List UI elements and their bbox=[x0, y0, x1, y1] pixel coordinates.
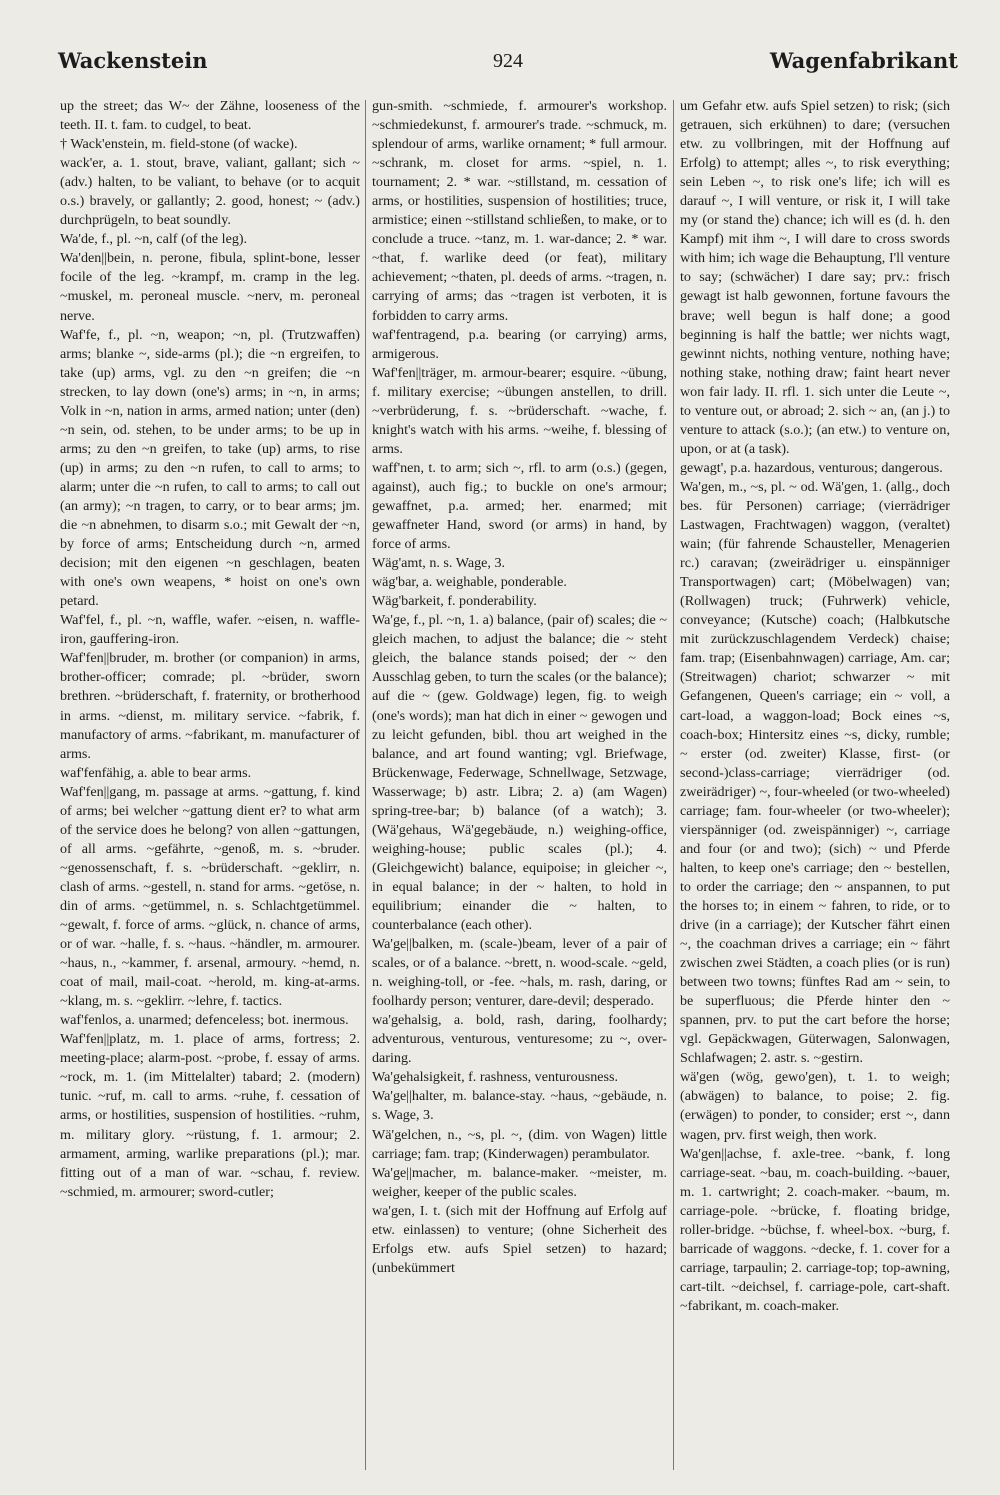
dictionary-entry: Waf'fel, f., pl. ~n, waffle, wafer. ~eisen, n. waffle-iron, gauffering-iron. bbox=[60, 612, 360, 648]
dictionary-entry: Waf'fe, f., pl. ~n, weapon; ~n, pl. (Trutzwaffen) arms; blanke ~, side-arms (pl.); die ~n ergreifen, to take (up) arms, vgl. zu den ~n greifen; die ~n strecken, to lay down (one's) arms; in ~n, in arms; Volk in ~n, nation in arms, armed nation; unter (den) ~n sein, od. stehen, to be under arms; to be up in arms; zu den ~n greifen, to take (up) arms, to rise (up) in arms; zu den ~n rufen, to call to arms; to alarm; unter die ~n rufen, to call to arms; to call out (an army); ~n tragen, to carry, or to bear arms; jm. die ~n abnehmen, to disarm s.o.; mit Gewalt der ~n, by force of arms; Entscheidung durch ~n, armed decision; mit den eigenen ~n geschlagen, beaten with one's own weapens, * hoist on one's own petard. bbox=[60, 326, 360, 610]
dictionary-entry: Waf'fen||gang, m. passage at arms. ~gattung, f. kind of arms; bei welcher ~gattung dient er? to what arm of the service does he belong? von allen ~gattungen, of all arms. ~gefährte, ~genoß, m. s. ~bruder. ~genossenschaft, f. s. ~brüderschaft. ~geklirr, n. clash of arms. ~gestell, n. stand for arms. ~getöse, n. din of arms. ~getümmel, n. s. Schlachtgetümmel. ~gewalt, f. force of arms. ~glück, n. chance of arms, or of war. ~halle, f. s. ~haus. ~händler, m. armourer. ~haus, n., ~kammer, f. arsenal, armoury. ~hemd, n. coat of mail, mail-coat. ~herold, m. king-at-arms. ~klang, m. s. ~geklirr. ~lehre, f. tactics. bbox=[60, 783, 360, 1010]
dictionary-entry: up the street; das W~ der Zähne, looseness of the teeth. II. t. fam. to cudgel, to beat. bbox=[60, 98, 360, 134]
dictionary-entry: Wa'gehalsigkeit, f. rashness, venturousness. bbox=[372, 1069, 619, 1086]
dictionary-entry: Wa'ge||macher, m. balance-maker. ~meister, m. weigher, keeper of the public scales. bbox=[372, 1164, 667, 1200]
dictionary-entry: Wa'de, f., pl. ~n, calf (of the leg). bbox=[60, 231, 248, 248]
dictionary-entry: gun-smith. ~schmiede, f. armourer's workshop. ~schmiedekunst, f. armourer's trade. ~schmuck, m. splendour of arms, warlike ornament; * full armour. ~schrank, m. closet for arms. ~spiel, n. 1. tournament; 2. * war. ~stillstand, m. cessation of arms, or hostilities, suspension of hostilities; truce, armistice; einen ~stillstand schließen, to make, or to conclude a truce. ~tanz, m. 1. war-dance; 2. * war. ~that, f. warlike deed (or feat), military achievement; ~thaten, pl. deeds of arms. ~tragen, n. carrying of arms; das ~tragen ist verboten, it is forbidden to carry arms. bbox=[372, 98, 667, 324]
dictionary-entry: Wäg'amt, n. s. Wage, 3. bbox=[372, 555, 506, 572]
left-guide-word: Wackenstein bbox=[58, 48, 208, 73]
dictionary-entry: Wa'den||bein, n. perone, fibula, splint-bone, lesser focile of the leg. ~krampf, m. cramp in the leg. ~muskel, m. peroneal muscle. ~nerv, m. peroneal nerve. bbox=[60, 250, 360, 324]
dictionary-entry: waf'fenlos, a. unarmed; defenceless; bot. inermous. bbox=[60, 1012, 349, 1029]
dictionary-entry: Waf'fen||bruder, m. brother (or companion) in arms, brother-officer; comrade; pl. ~brüder, sworn brethren. ~brüderschaft, f. fraternity, or brotherhood in arms. ~dienst, m. military service. ~fabrik, f. manufactory of arms. ~fabrikant, m. manufacturer of arms. bbox=[60, 650, 360, 762]
page-number: 924 bbox=[493, 50, 523, 72]
dictionary-column-1 bbox=[60, 97, 360, 1477]
dictionary-entry: wä'gen (wög, gewo'gen), t. 1. to weigh; (abwägen) to balance, to poise; 2. fig. (erwägen) to ponder, to consider; erst ~, dann wagen, prv. first weigh, then work. bbox=[680, 1069, 950, 1143]
dictionary-column-2 bbox=[372, 97, 667, 1477]
dictionary-entry: Waf'fen||träger, m. armour-bearer; esquire. ~übung, f. military exercise; ~übungen anstellen, to drill. ~verbrüderung, f. s. ~brüderschaft. ~wache, f. knight's watch with his arms. ~weihe, f. blessing of arms. bbox=[372, 364, 667, 457]
dictionary-entry: waf'fenfähig, a. able to bear arms. bbox=[60, 764, 252, 781]
column-divider bbox=[673, 100, 674, 1470]
dictionary-entry: Wä'gelchen, n., ~s, pl. ~, (dim. von Wagen) little carriage; fam. trap; (Kinderwagen) perambulator. bbox=[372, 1126, 667, 1162]
dictionary-entry: wäg'bar, a. weighable, ponderable. bbox=[372, 574, 567, 591]
dictionary-entry: Wa'gen||achse, f. axle-tree. ~bank, f. long carriage-seat. ~bau, m. coach-building. ~bauer, m. 1. cartwright; 2. coach-maker. ~baum, m. carriage-pole. ~brücke, f. floating bridge, roller-bridge. ~büchse, f. wheel-box. ~burg, f. barricade of waggons. ~decke, f. 1. cover for a carriage, tarpaulin; 2. carriage-top; top-awning, cart-tilt. ~deichsel, f. carriage-pole, cart-shaft. ~fabrikant, m. coach-maker. bbox=[680, 1145, 950, 1314]
dictionary-entry: Wäg'barkeit, f. ponderability. bbox=[372, 593, 537, 610]
column-divider bbox=[365, 100, 366, 1470]
dictionary-column-3 bbox=[680, 97, 950, 1477]
dictionary-entry: um Gefahr etw. aufs Spiel setzen) to risk; (sich getrauen, sich erkühnen) to dare; (versuchen etw. zu vollbringen, mit der Hoffnung auf Erfolg) to attempt; alles ~, to risk everything; sein Leben ~, to risk one's life; ich will es darauf ~, I will venture, or risk it, I will take my (or stand the) chance; ich will es (d. h. den Kampf) mit ihm ~, I will dare to cross swords with him; ich wage die Behauptung, I'll venture to say; (schwächer) I dare say; prv.: frisch gewagt ist halb gewonnen, fortune favours the brave; well begun is half done; a good beginning is half the battle; wer nichts wagt, gewinnt nichts, nothing venture, nothing have; nothing stake, nothing draw; faint heart never won fair lady. II. rfl. 1. sich unter die Leute ~, to venture out, or abroad; 2. sich ~ an, (an j.) to venture to attack (s.o.); (an etw.) to venture on, upon, or at (a task). bbox=[680, 98, 950, 457]
dictionary-entry: Wa'ge, f., pl. ~n, 1. a) balance, (pair of) scales; die ~ gleich machen, to adjust the balance; die ~ steht gleich, the balance stands poised; der ~ den Ausschlag geben, to turn the scales (or the balance); auf die ~ (gew. Goldwage) legen, fig. to weigh (one's words); man hat dich in einer ~ gewogen und zu leicht gefunden, bibl. thou art weighed in the balance, and art found wanting; vgl. Briefwage, Brückenwage, Federwage, Schnellwage, Setzwage, Wasserwage; b) astr. Libra; 2. a) (am Wagen) spring-tree-bar; b) balance (of a watch); 3. (Wä'gehaus, Wä'gegebäude, n.) weighing-office, weighing-house; public scales (pl.); 4. (Gleichgewicht) balance, equipoise; in gleicher ~, in equal balance; in der ~ halten, to hold in equilibrium; einander die ~ halten, to counterbalance (each other). bbox=[372, 612, 667, 934]
dictionary-entry: gewagt', p.a. hazardous, venturous; dangerous. bbox=[680, 459, 943, 476]
dictionary-entry: wack'er, a. 1. stout, brave, valiant, gallant; sich ~ (adv.) halten, to be valiant, to behave (or to acquit o.s.) bravely, or gallantly; 2. good, honest; ~ (adv.) durchprügeln, to beat soundly. bbox=[60, 155, 360, 229]
running-header bbox=[58, 48, 958, 88]
dictionary-entry: waf'fentragend, p.a. bearing (or carrying) arms, armigerous. bbox=[372, 326, 667, 362]
dictionary-entry: Wa'gen, m., ~s, pl. ~ od. Wä'gen, 1. (allg., doch bes. für Personen) carriage; (vierrädriger Lastwagen, Frachtwagen) waggon, (veraltet) wain; (für fahrende Schausteller, Menagerien rc.) caravan; (zweirädriger u. einspänniger Transportwagen) cart; (Möbelwagen) van; (Rollwagen) truck; (Fuhrwerk) vehicle, conveyance; (Kutsche) coach; (Halbkutsche mit zurückzuschlagendem Verdeck) chaise; fam. trap; (Eisenbahnwagen) carriage, Am. car; (Streitwagen) chariot; schwarzer ~ mit Gefangenen, Queen's carriage; ein ~ voll, a cart-load, a waggon-load; Bock eines ~s, coach-box; Hintersitz eines ~s, dicky, rumble; ~ erster (od. zweiter) Klasse, first- (or second-)class-carriage; vierrädriger (od. zweirädriger) ~, four-wheeled (or two-wheeled) carriage; fam. four-wheeler (or two-wheeler); vierspänniger (od. zweispänniger) ~, carriage and four (or and two); (sich) ~ und Pferde halten, to keep one's carriage; den ~ bestellen, to order the carriage; den ~ anspannen, to put the horses to; in einem ~ fahren, to ride, or to drive (in a carriage); der Kutscher fährt einen ~, the coachman drives a carriage; ein ~ fährt zwischen zwei Städten, a coach plies (or is run) between two towns; fünftes Rad am ~ sein, to be superfluous; die Pferde hinter den ~ spannen, prv. to put the cart before the horse; vgl. Gepäckwagen, Güterwagen, Salonwagen, Schlafwagen; 2. astr. s. ~gestirn. bbox=[680, 478, 950, 1067]
dictionary-entry: † Wack'enstein, m. field-stone (of wacke). bbox=[60, 136, 298, 153]
dictionary-entry: Wa'ge||halter, m. balance-stay. ~haus, ~gebäude, n. s. Wage, 3. bbox=[372, 1088, 667, 1124]
right-guide-word: Wagenfabrikant bbox=[769, 48, 958, 73]
dictionary-entry: wa'gen, I. t. (sich mit der Hoffnung auf Erfolg auf etw. einlassen) to venture; (ohne Sicherheit des Erfolgs etw. aufs Spiel setzen) to hazard; (unbekümmert bbox=[372, 1202, 667, 1276]
dictionary-entry: wa'gehalsig, a. bold, rash, daring, foolhardy; adventurous, venturous, venturesome; zu ~, over-daring. bbox=[372, 1012, 667, 1067]
dictionary-entry: waff'nen, t. to arm; sich ~, rfl. to arm (o.s.) (gegen, against), auch fig.; to buckle on one's armour; gewaffnet, p.a. armed; her. enarmed; mit gewaffneter Hand, sword (or arms) in hand, by force of arms. bbox=[372, 459, 667, 553]
dictionary-entry: Waf'fen||platz, m. 1. place of arms, fortress; 2. meeting-place; alarm-post. ~probe, f. essay of arms. ~rock, m. 1. (im Mittelalter) tabard; 2. (modern) tunic. ~ruf, m. call to arms. ~ruhe, f. cessation of arms, or hostilities, suspension of hostilities. ~ruhm, m. military glory. ~rüstung, f. 1. armour; 2. armament, arming, warlike preparations (pl.); mar. fitting out of a man of war. ~schau, f. review. ~schmied, m. armourer; sword-cutler; bbox=[60, 1031, 360, 1200]
dictionary-entry: Wa'ge||balken, m. (scale-)beam, lever of a pair of scales, or of a balance. ~brett, n. wood-scale. ~geld, n. weighing-toll, or -fee. ~hals, m. rash, daring, or foolhardy person; venturer, dare-devil; desperado. bbox=[372, 936, 667, 1010]
